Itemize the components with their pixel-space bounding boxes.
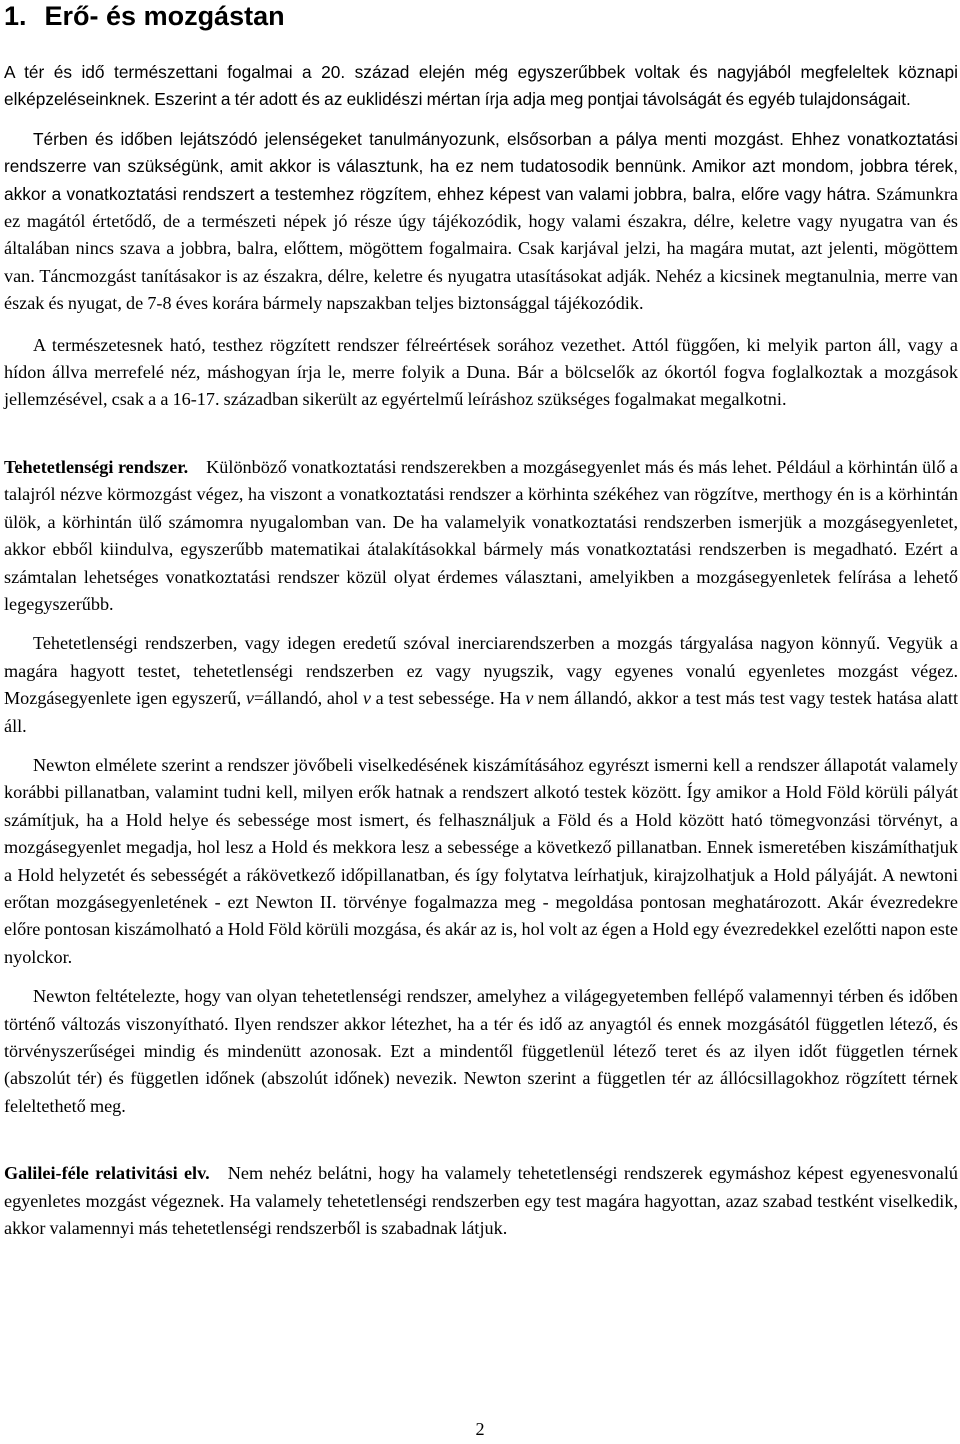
intro-paragraph-2-serif: Számunkra ez magától értetődő, de a természeti népek jó része úgy tájékozódik, hogy valami északra, délre, keletre vagy nyugatra van és általában nincs szava a jobbra, balra, előttem, mögöttem fogalmaira. Csak karjával jelzi, ha magára mutat, azt jelenti, mögöttem van. Táncmozgást tanításakor is az északra, délre, keletre és nyugatra utasításokat adják. Nehéz a kicsinek megtanulnia, merre van észak és nyugat, de 7-8 éves korára bármely napszakban teljes biztonsággal tájékozódik. xyxy=(4,183,958,314)
velocity-symbol: v xyxy=(525,688,534,709)
galilei-heading: Galilei-féle relativitási elv. xyxy=(4,1163,210,1184)
document-page xyxy=(4,0,958,1242)
inertial-paragraph-3: Newton elmélete szerint a rendszer jövőbeli viselkedésének kiszámításához egyrészt ismerni kell a rendszer állapotát valamely korábbi pillanatban, valamint tudni kell, milyen erők hatnak a rendszert alkotó testek között. Így amikor a Hold Föld körüli pályát számítjuk, ha a Hold helye és sebessége most ismert, és felhasználjuk a Föld és a Hold között ható tömegvonzási törvényt, a mozgásegyenlet megadja, hol lesz a Hold és mekkora lesz a sebessége a következő pillanatban. Ennek ismeretében kiszámíthatjuk a Hold helyzetét és sebességét a rákövetkező időpillanatban, és így folytatva leírhatjuk, kirajzolhatjuk a Hold pályáját. A newtoni erőtan mozgásegyenletének - ezt Newton II. törvénye fogalmazza meg - megoldása pontosan meghatározott. Akár évezredekre előre pontosan kiszámolható a Hold Föld körüli mozgása, és akár az is, hol volt az égen a Hold egy évezredekkel ezelőtti napon este nyolckor. xyxy=(4,754,958,967)
inertial-paragraph-1-text: Különböző vonatkoztatási rendszerekben a mozgásegyenlet más és más lehet. Például a körhintán ülő a talajról nézve körmozgást végez, ha viszont a vonatkoztatási rendszer a körhinta székéhez van rögzítve, merthogy én is a körhintán ülök, a körhintán ülő számomra nyugalomban van. De ha valamelyik vonatkoztatási rendszerben ismerjük a mozgásegyenletet, akkor ebből kiindulva, egyszerűbb matematikai átalakításokkal bármely más vonatkoztatási rendszerben is megadható. Ezért a számtalan lehetséges vonatkoztatási rendszer közül olyat érdemes választani, amelyikben a mozgásegyenletek felírása a lehető legegyszerűbb. xyxy=(4,456,958,614)
inertial-heading: Tehetetlenségi rendszer. xyxy=(4,456,189,477)
section-number: 1. xyxy=(4,1,27,31)
galilei-paragraph-1 xyxy=(4,1160,958,1242)
inertial-p2-text-a: Tehetetlenségi rendszerben, vagy idegen eredetű szóval inerciarendszerben a mozgás tárgyalása nagyon könnyű. Vegyük a magára hagyott testet, tehetetlenségi rendszerben ez vagy nyugszik, vagy egyenes vonalú egyenletes mozgást végez. Mozgásegyenlete igen egyszerű, xyxy=(4,633,958,709)
galilei-paragraph-1-text: Nem nehéz belátni, hogy ha valamely tehetetlenségi rendszerek egymáshoz képest egyenesvonalú egyenletes mozgást végeznek. Ha valamely tehetetlenségi rendszerben egy test magára hagyottan, azaz szabad testként viselkedik, akkor valamennyi más tehetetlenségi rendszerből is szabadnak látjuk. xyxy=(4,1163,958,1239)
inertial-paragraph-2 xyxy=(4,630,958,740)
inertial-paragraph-1 xyxy=(4,454,958,618)
page-number: 2 xyxy=(475,1419,485,1439)
section-heading xyxy=(4,0,958,40)
inertial-p2-text-b: =állandó, ahol xyxy=(253,688,363,709)
intro-paragraph-2-sans: Térben és időben lejátszódó jelenségeket tanulmányozunk, elsősorban a pálya menti mozgást. Ehhez vonatkoztatási rendszerre van szükségünk, amit akkor is választunk, ha ez nem tudatosodik bennünk. Amikor azt mondom, jobbra térek, akkor a vonatkoztatási rendszert a testemhez rögzítem, ehhez képest van valami jobbra, balra, előre vagy hátra. xyxy=(4,128,958,204)
intro-paragraph-2 xyxy=(4,126,958,318)
section-title: Erő- és mozgástan xyxy=(44,1,285,31)
velocity-symbol: v xyxy=(245,688,254,709)
intro-paragraph-1: A tér és idő természettani fogalmai a 20. század elején még egyszerűbbek voltak és nagyjából megfeleltek köznapi elképzeléseinknek. Eszerint a tér adott és az euklidészi mértan írja adja meg pontjai távolságát és egyéb tulajdonságait. xyxy=(4,62,958,110)
inertial-paragraph-4: Newton feltételezte, hogy van olyan tehetetlenségi rendszer, amelyhez a világegyetemben fellépő valamennyi térben és időben történő változás viszonyítható. Ilyen rendszer akkor létezhet, ha a tér és idő az anyagtól és ennek mozgásától független létező, és törvényszerűségei mindig és mindenütt azonosak. Ezt a mindentől függetlenül létező teret és az ilyen időt független térnek (abszolút tér) és független időnek (abszolút időnek) nevezik. Newton szerint a független tér az állócsillagokhoz rögzített térnek feleltethető meg. xyxy=(4,986,958,1116)
inertial-p2-text-c: a test sebessége. Ha xyxy=(370,688,526,709)
intro-paragraph-3: A természetesnek ható, testhez rögzített rendszer félreértések sorához vezethet. Attól függően, ki melyik parton áll, vagy a hídon állva merrefelé néz, máshogyan írja le, merre folyik a Duna. Bár a bölcselők az ókortól fogva foglalkoztak a mozgások jellemzésével, csak a a 16-17. században sikerült az egyértelmű leíráshoz szükséges fogalmakat megalkotni. xyxy=(4,334,958,410)
velocity-symbol: v xyxy=(362,688,371,709)
inertial-p2-text-d: nem állandó, akkor a test más test vagy testek hatása alatt áll. xyxy=(4,688,958,736)
